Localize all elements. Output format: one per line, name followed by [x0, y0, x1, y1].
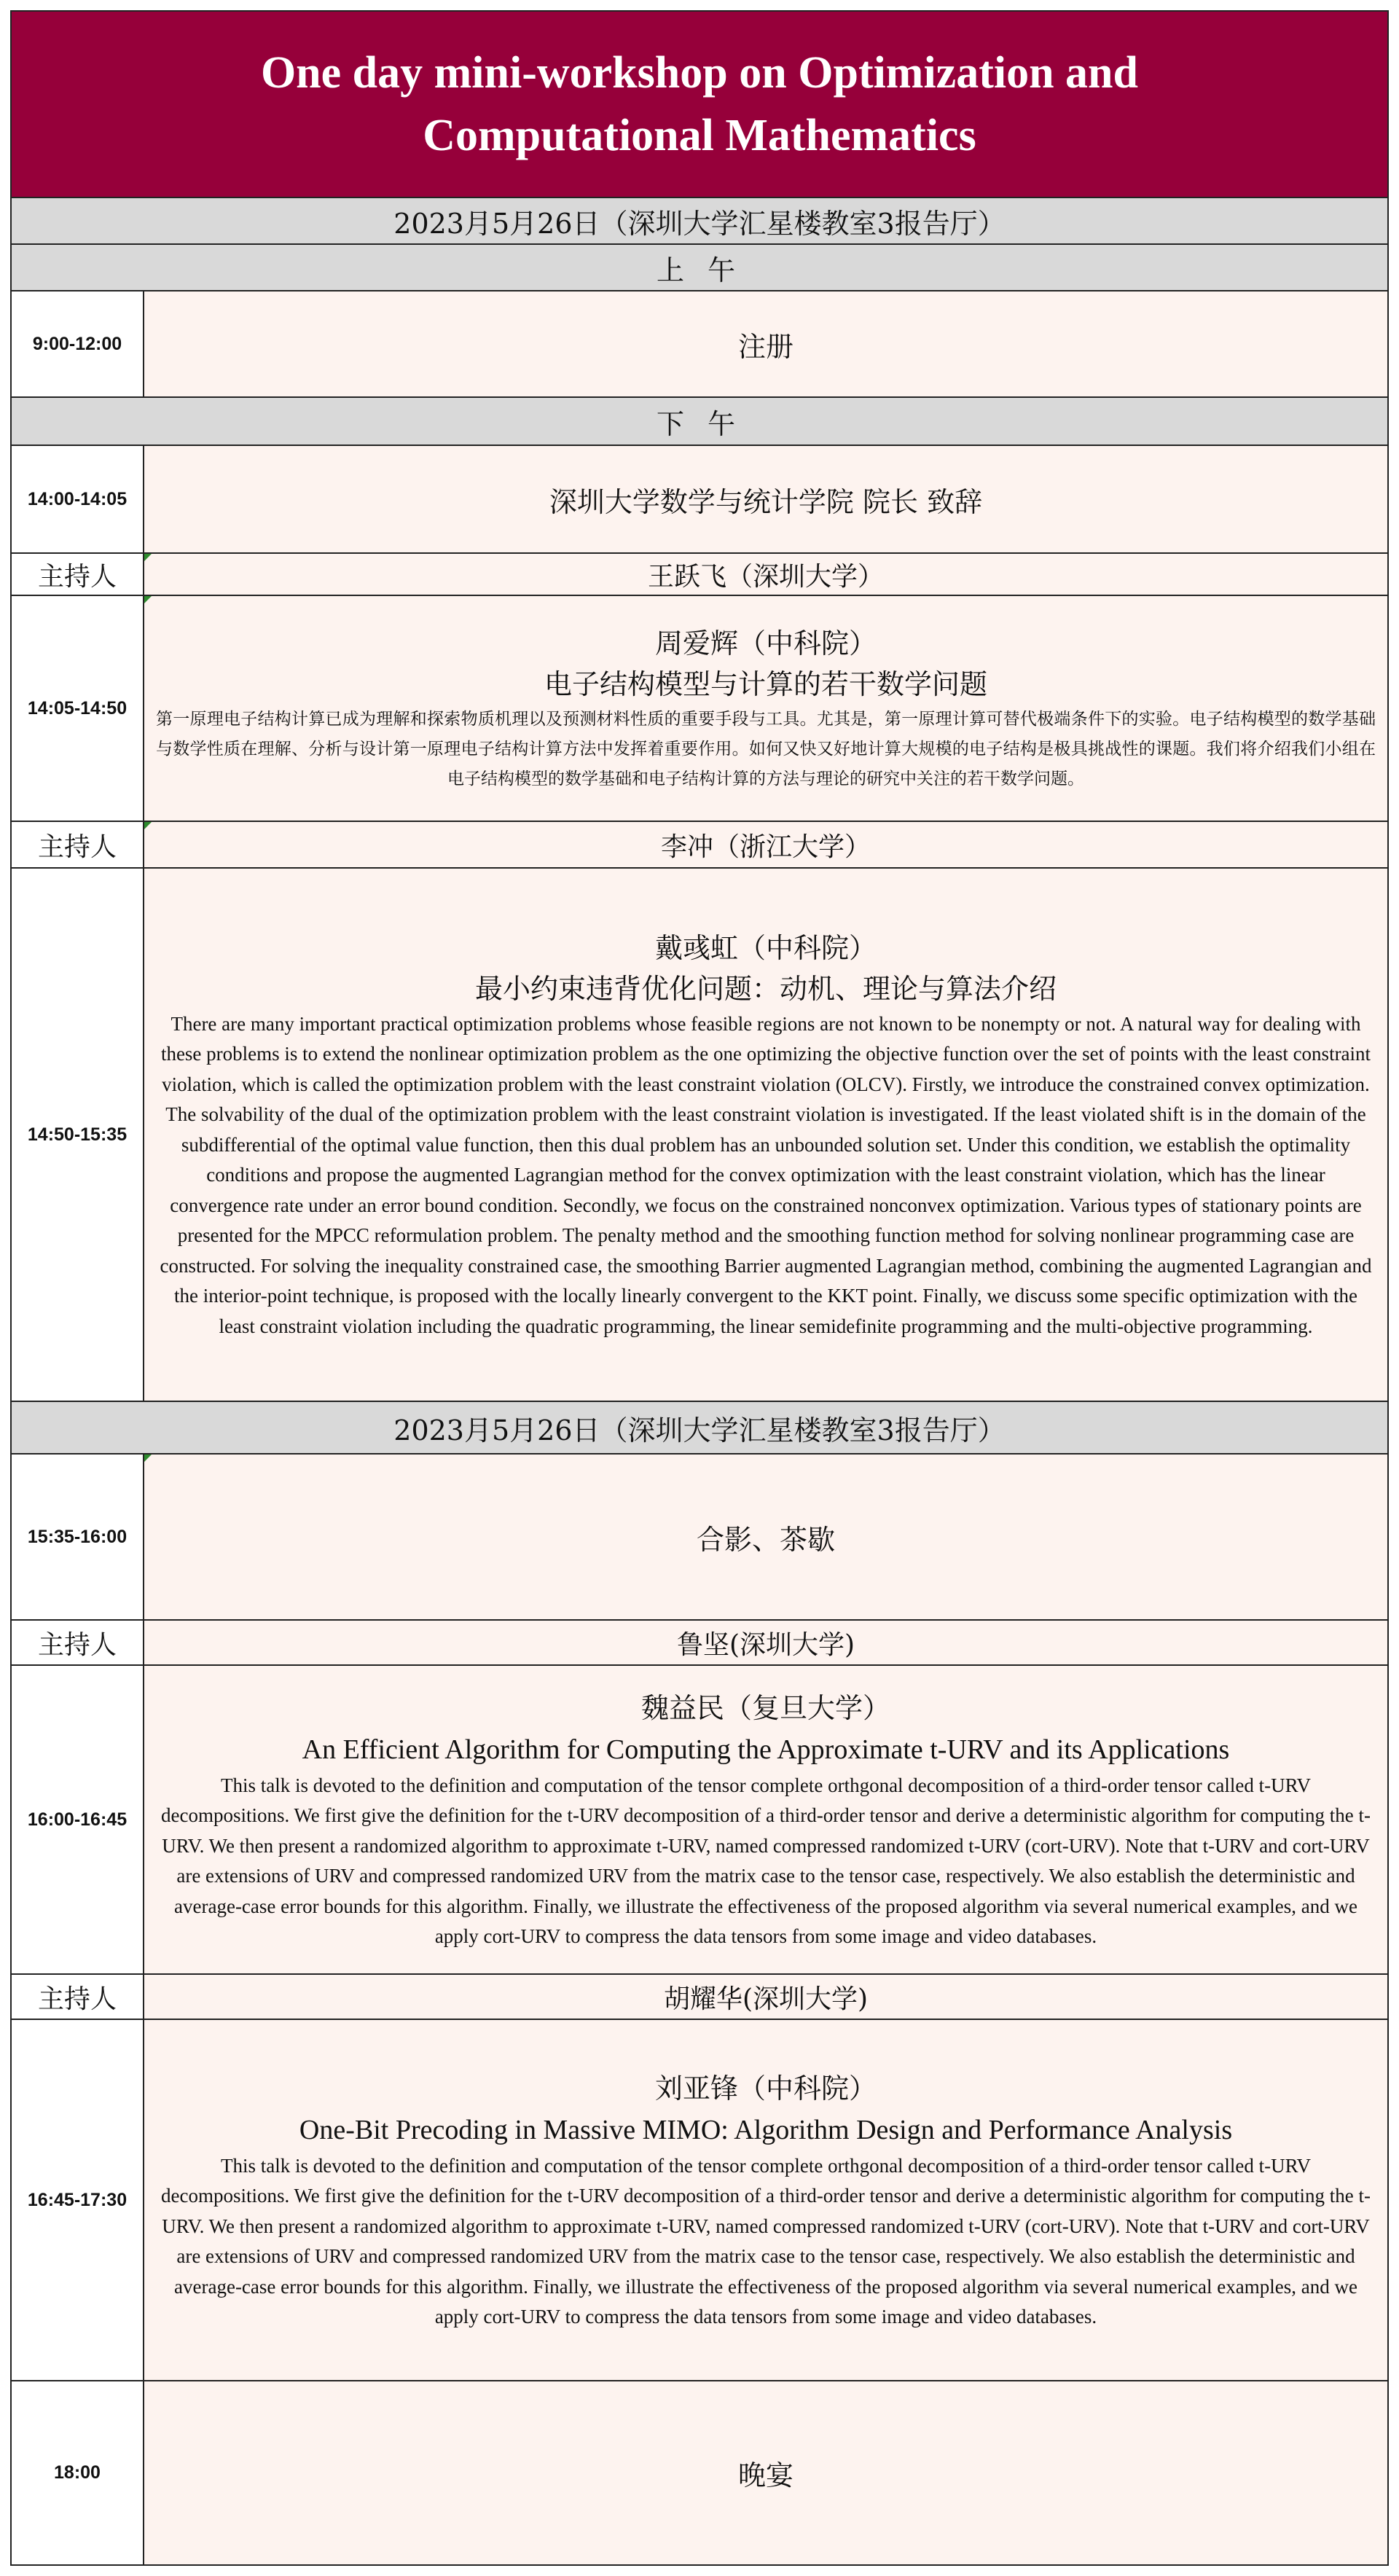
registration-cell: [144, 291, 1387, 396]
host-label: 主持人: [12, 1975, 144, 2019]
talk-1-cell: [144, 596, 1387, 821]
opening-row: [12, 446, 1387, 554]
host-cell-2: [144, 822, 1387, 867]
talk-row-4: [12, 2020, 1387, 2381]
talk-row-3: [12, 1666, 1387, 1975]
registration-time: 9:00-12:00: [12, 291, 144, 396]
talk-4-time: 16:45-17:30: [12, 2020, 144, 2380]
comment-marker: [144, 554, 152, 561]
talk-3-time: 16:00-16:45: [12, 1666, 144, 1973]
talk-1-abstract: 第一原理电子结构计算已成为理解和探索物质机理以及预测材料性质的重要手段与工具。尤其是，第一原理计算可替代极端条件下的实验。电子结构模型的数学基础与数学性质在理解、分析与设计第一原理电子结构计算方法中发挥着重要作用。如何又快又好地计算大规模的电子结构是极具挑战性的课题。我们将介绍我们小组在电子结构模型的数学基础和电子结构计算的方法与理论的研究中关注的若干数学问题。: [156, 709, 1376, 788]
talk-1-title: 电子结构模型与计算的若干数学问题: [544, 668, 987, 700]
talk-3-cell: [144, 1666, 1387, 1973]
talk-2-speaker: 戴彧虹（中科院）: [654, 931, 877, 964]
host-name: 王跃飞（深圳大学）: [647, 561, 884, 592]
dinner-text: 晚宴: [737, 2459, 793, 2491]
opening-time: 14:00-14:05: [12, 446, 144, 552]
comment-marker: [144, 1455, 152, 1462]
comment-marker: [144, 596, 152, 603]
talk-row-1: [12, 596, 1387, 822]
title-banner: [12, 12, 1387, 198]
opening-text: 深圳大学数学与统计学院 院长 致辞: [549, 485, 983, 518]
talk-2-abstract: There are many important practical optimization problems whose feasible regions are not known to be nonempty or not. A natural way for dealing with these problems is to extend the nonlinear optimization problem as the one optimizing the objective function over the set of points with the least constraint violation, which is called the optimization problem with the least constraint violation (OLCV). Firstly, we introduce the constrained convex optimization. The solvability of the dual of the optimization problem with the least constraint violation is investigated. If the least violated shift is in the domain of the subdifferential of the optimal value function, then this dual problem has an unbounded solution set. Under this condition, we establish the optimality conditions and propose the augmented Lagrangian method for the convex optimization with the least constraint violation, which has the linear convergence rate under an error bound condition. Secondly, we focus on the constrained nonconvex optimization. Various types of stationary points are presented for the MPCC reformulation problem. The penalty method and the smoothing function method for solving nonlinear programming case are constructed. For solving the inequality constrained case, the smoothing Barrier augmented Lagrangian method, combining the augmented Lagrangian and the interior-point technique, is proposed with the locally linearly convergent to the KKT point. Finally, we discuss some specific optimization with the least constraint violation including the quadratic programming, the linear semidefinite programming and the multi-objective programming.: [160, 1012, 1372, 1337]
schedule-table: [10, 10, 1389, 2566]
host-label: 主持人: [12, 554, 144, 595]
host-row-1: [12, 554, 1387, 596]
registration-row: [12, 291, 1387, 398]
talk-1-speaker: 周爱辉（中科院）: [654, 627, 877, 659]
dinner-cell: [144, 2381, 1387, 2564]
talk-1-time: 14:05-14:50: [12, 596, 144, 821]
host-row-4: [12, 1975, 1387, 2020]
talk-3-speaker: 魏益民（复旦大学）: [640, 1691, 890, 1724]
break-cell: [144, 1455, 1387, 1619]
afternoon-band: 下 午: [12, 398, 1387, 446]
host-label: 主持人: [12, 1621, 144, 1664]
host-name: 鲁坚(深圳大学): [676, 1629, 855, 1660]
talk-4-speaker: 刘亚锋（中科院）: [654, 2072, 877, 2105]
host-label: 主持人: [12, 822, 144, 867]
dinner-row: [12, 2381, 1387, 2564]
host-cell-1: [144, 554, 1387, 595]
host-row-2: [12, 822, 1387, 869]
talk-3-title: An Efficient Algorithm for Computing the Approximate t-URV and its Applications: [302, 1734, 1230, 1765]
talk-2-cell: [144, 869, 1387, 1401]
host-name: 李冲（浙江大学）: [660, 831, 871, 862]
morning-band: 上 午: [12, 245, 1387, 291]
comment-marker: [144, 822, 152, 829]
break-text: 合影、茶歇: [696, 1523, 835, 1556]
talk-2-title: 最小约束违背优化问题：动机、理论与算法介绍: [474, 972, 1057, 1005]
break-row: [12, 1455, 1387, 1621]
host-cell-4: [144, 1975, 1387, 2019]
host-row-3: [12, 1621, 1387, 1666]
host-cell-3: [144, 1621, 1387, 1664]
date-band-2: 2023月5月26日（深圳大学汇星楼教室3报告厅）: [12, 1402, 1387, 1455]
talk-3-abstract: This talk is devoted to the definition and computation of the tensor complete orthgonal decomposition of a third-order tensor called t-URV decompositions. We first give the definition for the t-URV decomposition of a third-order tensor and derive a deterministic algorithm for computing the t-URV. We then present a randomized algorithm to approximate t-URV, named compressed randomized t-URV (cort-URV). Note that t-URV and cort-URV are extensions of URV and compressed randomized URV from the matrix case to the tensor case, respectively. We also establish the deterministic and average-case error bounds for this algorithm. Finally, we illustrate the effectiveness of the proposed algorithm via several numerical examples, and we apply cort-URV to compress the data tensors from some image and video databases.: [160, 1774, 1371, 1947]
talk-4-abstract: This talk is devoted to the definition and computation of the tensor complete orthgonal decomposition of a third-order tensor called t-URV decompositions. We first give the definition for the t-URV decomposition of a third-order tensor and derive a deterministic algorithm for computing the t-URV. We then present a randomized algorithm to approximate t-URV, named compressed randomized t-URV (cort-URV). Note that t-URV and cort-URV are extensions of URV and compressed randomized URV from the matrix case to the tensor case, respectively. We also establish the deterministic and average-case error bounds for this algorithm. Finally, we illustrate the effectiveness of the proposed algorithm via several numerical examples, and we apply cort-URV to compress the data tensors from some image and video databases.: [160, 2154, 1371, 2328]
break-time: 15:35-16:00: [12, 1455, 144, 1619]
workshop-title: One day mini-workshop on Optimization and Computational Mathematics: [260, 48, 1139, 160]
talk-2-time: 14:50-15:35: [12, 869, 144, 1401]
host-name: 胡耀华(深圳大学): [663, 1984, 869, 2014]
talk-row-2: [12, 869, 1387, 1402]
opening-cell: [144, 446, 1387, 552]
talk-4-title: One-Bit Precoding in Massive MIMO: Algorithm Design and Performance Analysis: [299, 2114, 1233, 2145]
registration-text: 注册: [737, 330, 793, 363]
date-band-1: 2023月5月26日（深圳大学汇星楼教室3报告厅）: [12, 198, 1387, 245]
talk-4-cell: [144, 2020, 1387, 2380]
dinner-time: 18:00: [12, 2381, 144, 2564]
